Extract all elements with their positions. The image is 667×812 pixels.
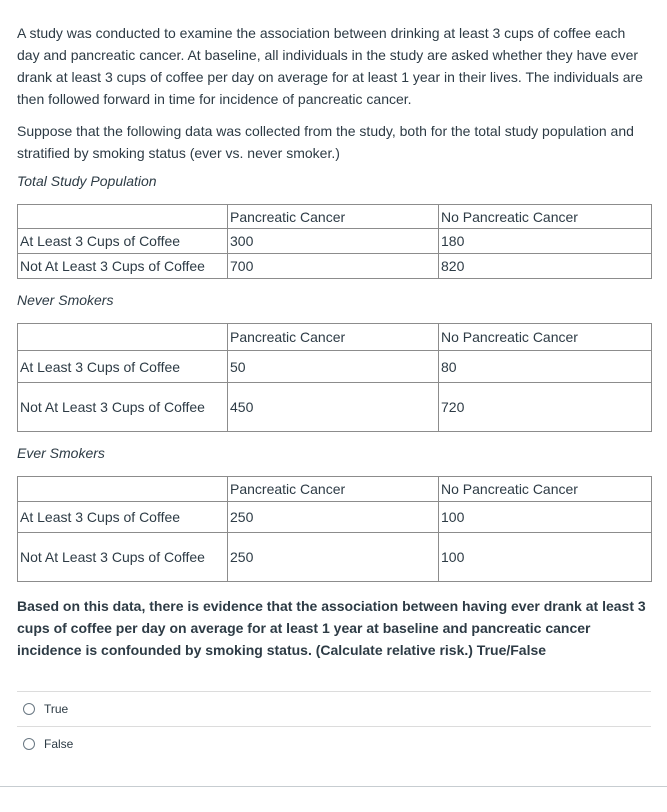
answer-label: True [44, 702, 69, 716]
table-cell: 250 [228, 502, 439, 533]
table-never-smokers [17, 323, 652, 432]
table-cell: 100 [439, 533, 652, 582]
table-header-cell: No Pancreatic Cancer [439, 477, 652, 502]
table-ever-smokers [17, 476, 652, 582]
question-prompt: Based on this data, there is evidence that the association between having ever drank at least 3 cups of coffee per day on average for at least 1 year at baseline and pancreatic cancer incidence is confounded by smoking status. (Calculate relative risk.) True/False [17, 598, 646, 658]
table-header-cell: Pancreatic Cancer [228, 477, 439, 502]
table-cell: 180 [439, 229, 652, 254]
table-row [18, 229, 652, 254]
radio-unselected-icon[interactable] [23, 703, 35, 715]
table-row [18, 254, 652, 279]
table-cell: 720 [439, 383, 652, 432]
answer-label: False [44, 737, 74, 751]
intro-paragraph-2: Suppose that the following data was collected from the study, both for the total study population and stratified by smoking status (ever vs. never smoker.) [17, 123, 634, 161]
table-caption-total: Total Study Population [17, 173, 157, 189]
intro-paragraph-1: A study was conducted to examine the association between drinking at least 3 cups of coffee each day and pancreatic cancer. At baseline, all individuals in the study are asked whether they have ever drank at least 3 cups of coffee per day on average for at least 1 year in their lives. The individuals are then followed forward in time for incidence of pancreatic cancer. [17, 25, 643, 107]
table-total-population [17, 204, 652, 279]
table-cell: 300 [228, 229, 439, 254]
table-cell: 700 [228, 254, 439, 279]
table-cell: 80 [439, 351, 652, 383]
table-header-cell: Pancreatic Cancer [228, 324, 439, 351]
table-caption-never-smokers: Never Smokers [17, 292, 114, 308]
table-header-cell: No Pancreatic Cancer [439, 324, 652, 351]
table-row [18, 383, 652, 432]
table-caption-ever-smokers: Ever Smokers [17, 445, 105, 461]
answer-option-true[interactable] [17, 692, 651, 727]
table-header-row [18, 205, 652, 229]
table-header-cell [18, 324, 228, 351]
table-header-row [18, 477, 652, 502]
table-cell: 250 [228, 533, 439, 582]
table-header-cell [18, 477, 228, 502]
table-cell: Not At Least 3 Cups of Coffee [18, 254, 228, 279]
table-cell: At Least 3 Cups of Coffee [18, 351, 228, 383]
table-cell: 50 [228, 351, 439, 383]
table-header-cell [18, 205, 228, 229]
table-row [18, 351, 652, 383]
answer-option-false[interactable] [17, 727, 651, 761]
table-header-cell: No Pancreatic Cancer [439, 205, 652, 229]
table-header-cell: Pancreatic Cancer [228, 205, 439, 229]
table-cell: 450 [228, 383, 439, 432]
radio-unselected-icon[interactable] [23, 738, 35, 750]
question-content [17, 22, 651, 761]
table-row [18, 533, 652, 582]
table-cell: Not At Least 3 Cups of Coffee [18, 383, 228, 432]
answer-options [17, 691, 651, 761]
table-cell: 100 [439, 502, 652, 533]
table-cell: At Least 3 Cups of Coffee [18, 229, 228, 254]
table-row [18, 502, 652, 533]
table-header-row [18, 324, 652, 351]
divider [0, 786, 667, 787]
table-cell: At Least 3 Cups of Coffee [18, 502, 228, 533]
table-cell: Not At Least 3 Cups of Coffee [18, 533, 228, 582]
table-cell: 820 [439, 254, 652, 279]
